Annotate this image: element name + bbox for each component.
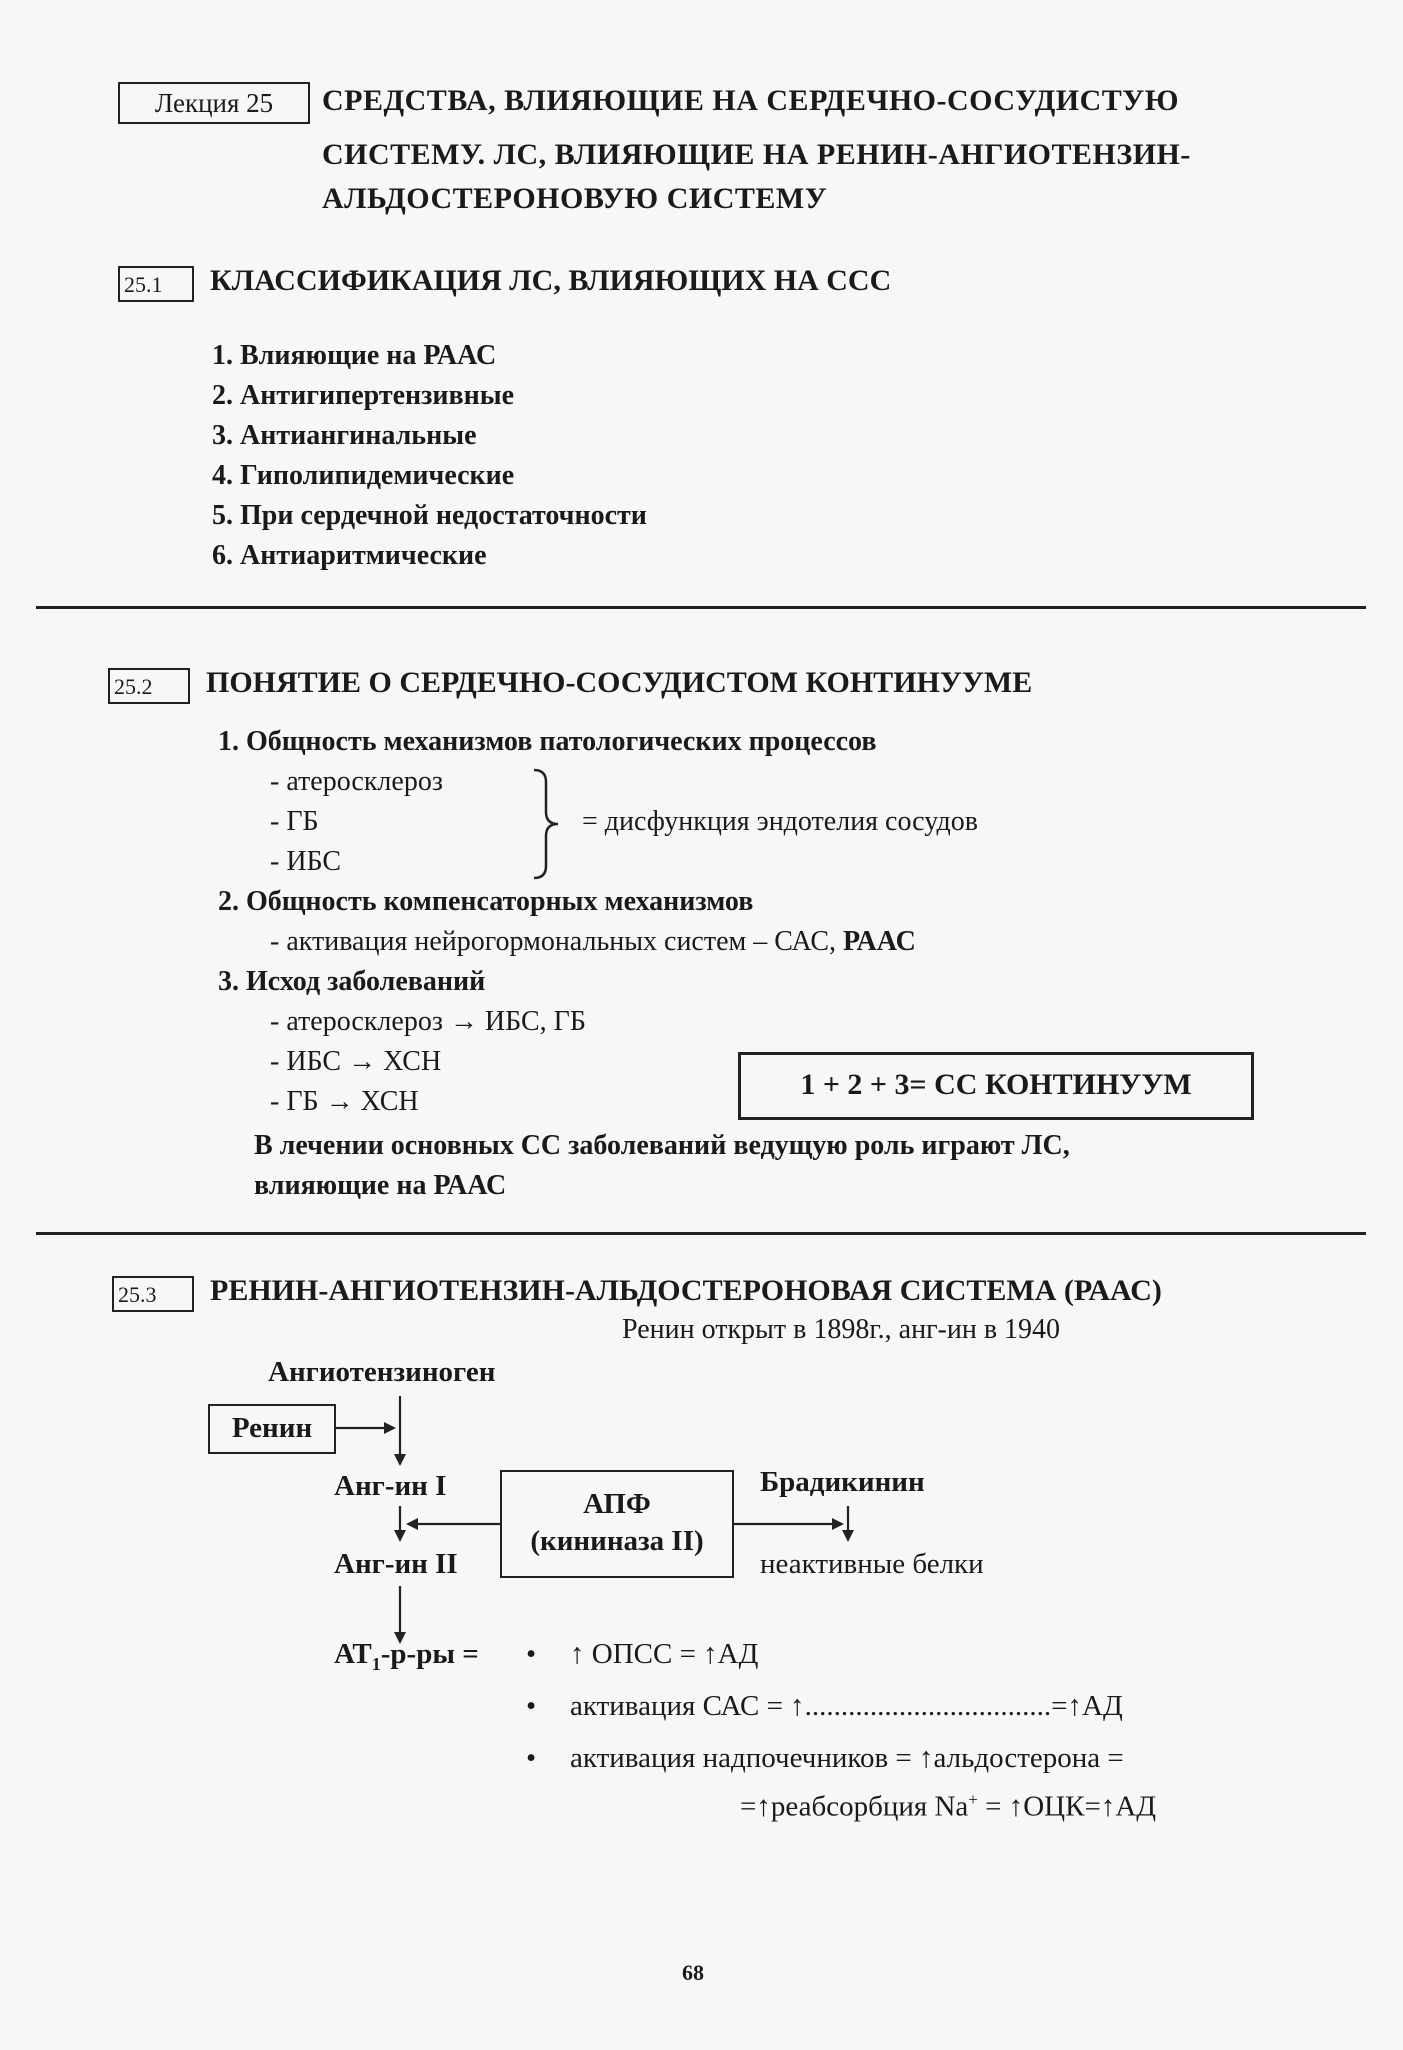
ocv-text: = ↑ОЦК=↑АД xyxy=(977,1790,1157,1823)
lecture-title-line-2: СИСТЕМУ. ЛС, ВЛИЯЮЩИЕ НА РЕНИН-АНГИОТЕНЗИН- xyxy=(322,138,1191,171)
section1-number: 25.1 xyxy=(124,272,163,297)
conclusion-line-2: влияющие на РААС xyxy=(254,1170,507,1201)
bullet-3-marker: • xyxy=(526,1742,537,1774)
endothelial-dysfunction-result: = дисфункция эндотелия сосудов xyxy=(582,806,978,837)
angiotensinogen-label: Ангиотензиноген xyxy=(268,1356,496,1388)
sodium-superscript: + xyxy=(968,1790,978,1809)
ace-label: АПФ xyxy=(583,1488,651,1520)
section2-item-2-sub-raas: РААС xyxy=(843,926,916,957)
continuum-formula: 1 + 2 + 3= СС КОНТИНУУМ xyxy=(800,1068,1192,1101)
section2-item-3: 3. Исход заболеваний xyxy=(218,966,486,997)
ace-kininase-label: (кининаза II) xyxy=(530,1525,704,1557)
section2-item-1-sub-3: - ИБС xyxy=(270,846,342,877)
bullet-2-marker: • xyxy=(526,1690,537,1722)
bradykinin-label: Брадикинин xyxy=(760,1466,925,1498)
section2-item-3-sub-3: - ГБ → ХСН xyxy=(270,1086,419,1117)
section2-item-1-sub-1: - атеросклероз xyxy=(270,766,443,797)
reabsorption-text: =↑реабсорбция Na xyxy=(740,1790,969,1823)
bullet-2: активация САС = ↑..................................=↑АД xyxy=(570,1690,1123,1722)
angiotensin-1-label: Анг-ин I xyxy=(334,1470,447,1502)
section1-heading: КЛАССИФИКАЦИЯ ЛС, ВЛИЯЮЩИХ НА ССС xyxy=(210,264,892,297)
inactive-proteins-label: неактивные белки xyxy=(760,1548,984,1580)
angiotensin-2-label: Анг-ин II xyxy=(334,1548,458,1580)
renin-label: Ренин xyxy=(231,1412,313,1444)
section3-number: 25.3 xyxy=(118,1282,157,1307)
section2-item-1-sub-2: - ГБ xyxy=(270,806,319,837)
bullet-1-marker: • xyxy=(526,1638,537,1670)
conclusion-line-1: В лечении основных СС заболеваний ведущую роль играют ЛС, xyxy=(254,1130,1070,1161)
section1-item-1: 1. Влияющие на РААС xyxy=(212,340,497,371)
at1-receptors-label xyxy=(334,1638,479,1675)
section2-item-2-sub-text: - активация нейрогормональных систем – САС, xyxy=(270,926,844,957)
lecture-label: Лекция 25 xyxy=(154,88,274,118)
at1-prefix: АТ xyxy=(334,1638,372,1670)
bullet-3-continuation xyxy=(740,1790,1156,1824)
section2-item-3-sub-1: - атеросклероз → ИБС, ГБ xyxy=(270,1006,586,1037)
page-number: 68 xyxy=(682,1960,704,1985)
section2-item-3-sub-2: - ИБС → ХСН xyxy=(270,1046,442,1077)
at1-subscript: 1 xyxy=(371,1653,381,1674)
section3-heading: РЕНИН-АНГИОТЕНЗИН-АЛЬДОСТЕРОНОВАЯ СИСТЕМА (РААС) xyxy=(210,1274,1162,1307)
section2-number: 25.2 xyxy=(114,674,153,699)
section2-heading: ПОНЯТИЕ О СЕРДЕЧНО-СОСУДИСТОМ КОНТИНУУМЕ xyxy=(206,666,1033,699)
section1-item-6: 6. Антиаритмические xyxy=(212,540,487,571)
section1-item-4: 4. Гиполипидемические xyxy=(212,460,515,491)
at1-suffix: -р-ры = xyxy=(380,1638,479,1670)
bullet-1: ↑ ОПСС = ↑АД xyxy=(570,1638,759,1670)
bullet-3: активация надпочечников = ↑альдостерона = xyxy=(570,1742,1124,1774)
discovery-note: Ренин открыт в 1898г., анг-ин в 1940 xyxy=(622,1314,1061,1345)
section1-item-5: 5. При сердечной недостаточности xyxy=(212,500,647,531)
section2-item-2: 2. Общность компенсаторных механизмов xyxy=(218,886,754,917)
section1-item-3: 3. Антиангинальные xyxy=(212,420,477,451)
lecture-title-line-1: СРЕДСТВА, ВЛИЯЮЩИЕ НА СЕРДЕЧНО-СОСУДИСТУЮ xyxy=(322,84,1180,117)
lecture-title-line-3: АЛЬДОСТЕРОНОВУЮ СИСТЕМУ xyxy=(322,182,828,215)
section2-item-1: 1. Общность механизмов патологических процессов xyxy=(218,726,877,757)
section1-item-2: 2. Антигипертензивные xyxy=(212,380,515,411)
